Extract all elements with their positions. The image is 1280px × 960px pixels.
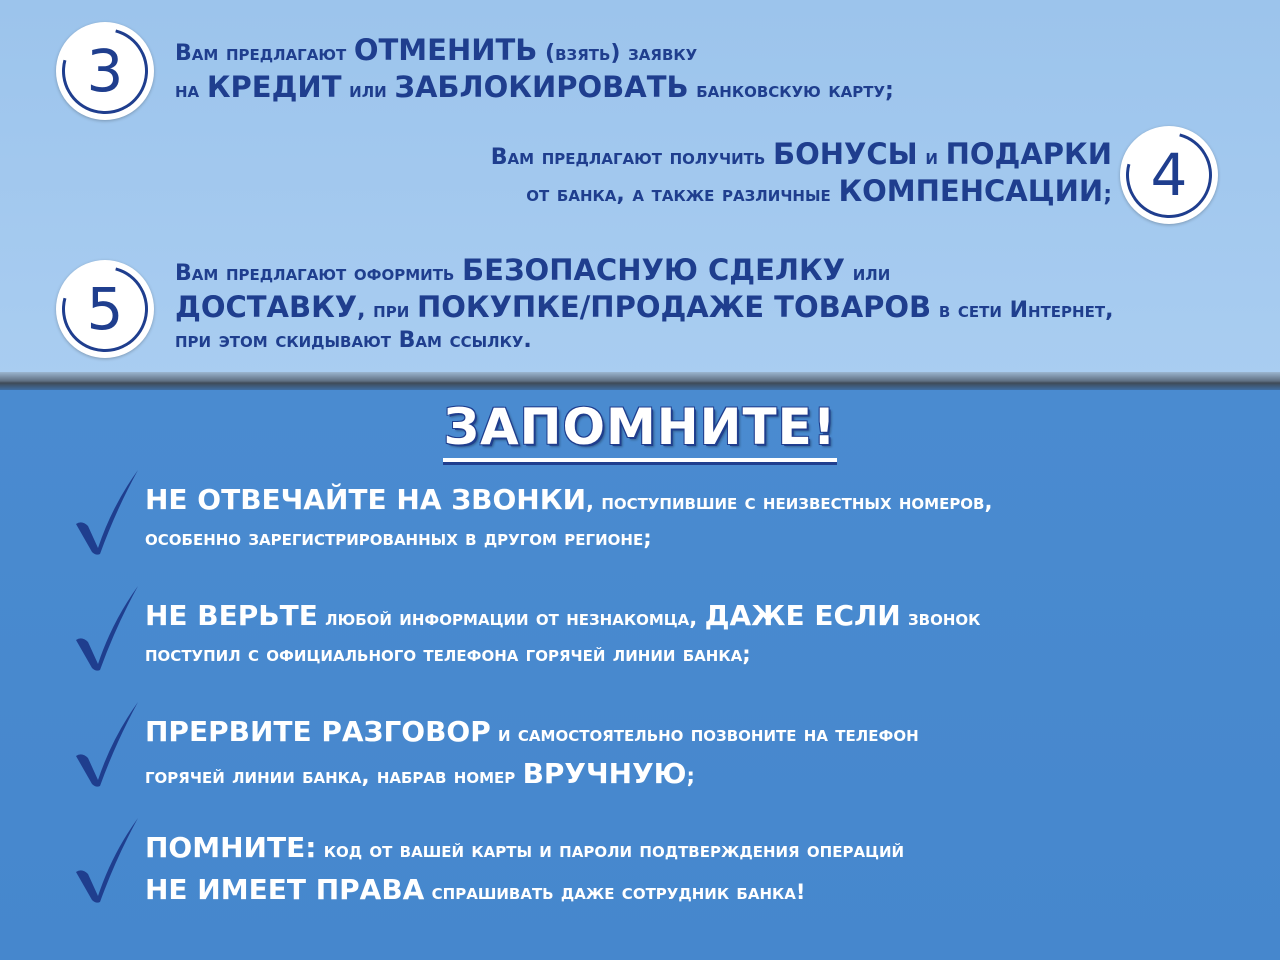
checkmark-icon	[72, 698, 142, 788]
text-line	[145, 873, 904, 918]
body-text: от банка, а также различные	[526, 182, 839, 207]
checkmark-icon	[72, 466, 142, 556]
section-divider	[0, 372, 1280, 392]
body-text: (взять) заявку	[537, 41, 698, 66]
emphasis-text: ДАЖЕ ЕСЛИ	[704, 599, 901, 632]
text-line	[175, 253, 1113, 293]
text-line	[175, 330, 1113, 367]
emphasis-text: НЕ ИМЕЕТ ПРАВА	[145, 873, 425, 906]
body-text: Вам предлагают оформить	[175, 261, 463, 286]
badge-number: 4	[1150, 141, 1188, 209]
rule-2	[145, 599, 981, 686]
body-text: на	[175, 78, 207, 103]
body-text: Вам предлагают получить	[490, 145, 773, 170]
body-text: банковскую карту;	[688, 78, 894, 103]
text-line	[491, 174, 1112, 214]
remember-heading-wrap	[0, 398, 1280, 462]
emphasis-text: ПОДАРКИ	[945, 137, 1112, 171]
number-badge-3	[56, 22, 154, 120]
text-line	[175, 70, 894, 110]
warning-item-3	[175, 33, 894, 110]
body-text: ;	[1103, 182, 1112, 207]
text-line	[175, 33, 894, 73]
emphasis-text: ПОКУПКЕ/ПРОДАЖЕ ТОВАРОВ	[416, 290, 932, 324]
body-text: при этом скидывают Вам ссылку.	[175, 328, 532, 353]
rule-3	[145, 715, 919, 802]
text-line	[145, 831, 905, 876]
remember-heading: ЗАПОМНИТЕ!	[443, 398, 836, 462]
text-line	[145, 644, 980, 686]
checkmark-icon	[72, 814, 142, 904]
body-text: спрашивать даже сотрудник банка!	[424, 880, 806, 904]
body-text: и самостоятельно позвоните на телефон	[490, 722, 919, 746]
emphasis-text: НЕ ВЕРЬТЕ	[145, 599, 318, 632]
badge-number: 5	[86, 275, 124, 343]
emphasis-text: ПОМНИТЕ:	[145, 831, 317, 864]
emphasis-text: ВРУЧНУЮ	[522, 757, 687, 790]
emphasis-text: НЕ ОТВЕЧАЙТЕ НА ЗВОНКИ	[145, 483, 587, 516]
checkmark-icon	[72, 582, 142, 672]
emphasis-text: ЗАБЛОКИРОВАТЬ	[394, 70, 689, 104]
body-text: поступил с официального телефона горячей линии банка;	[145, 642, 751, 666]
warning-item-5	[175, 253, 1114, 367]
warning-item-4	[490, 137, 1112, 214]
text-line	[145, 715, 919, 760]
body-text: код от вашей карты и пароли подтверждения операций	[316, 838, 905, 862]
emphasis-text: КРЕДИТ	[206, 70, 342, 104]
text-line	[490, 137, 1112, 177]
text-line	[145, 599, 981, 644]
emphasis-text: БЕЗОПАСНУЮ СДЕЛКУ	[462, 253, 846, 287]
emphasis-text: ОТМЕНИТЬ	[353, 33, 538, 67]
text-line	[145, 757, 919, 802]
body-text: в сети Интернет,	[931, 298, 1114, 323]
number-badge-5	[56, 260, 154, 358]
emphasis-text: КОМПЕНСАЦИИ	[838, 174, 1104, 208]
body-text: , поступившие с неизвестных номеров,	[586, 490, 993, 514]
emphasis-text: БОНУСЫ	[772, 137, 918, 171]
body-text: горячей линии банка, набрав номер	[145, 764, 523, 788]
body-text: любой информации от незнакомца,	[317, 606, 705, 630]
body-text: звонок	[900, 606, 981, 630]
emphasis-text: ДОСТАВКУ	[175, 290, 358, 324]
body-text: особенно зарегистрированных в другом регионе;	[145, 526, 652, 550]
body-text: или	[341, 78, 395, 103]
text-line	[145, 528, 992, 570]
body-text: Вам предлагают	[175, 41, 354, 66]
body-text: и	[917, 145, 946, 170]
text-line	[175, 290, 1114, 330]
body-text: , при	[357, 298, 417, 323]
number-badge-4	[1120, 126, 1218, 224]
emphasis-text: ПРЕРВИТЕ РАЗГОВОР	[145, 715, 491, 748]
rule-4	[145, 831, 905, 918]
text-line	[145, 483, 993, 528]
body-text: или	[845, 261, 891, 286]
body-text: ;	[686, 764, 695, 788]
rule-1	[145, 483, 993, 570]
badge-number: 3	[86, 37, 124, 105]
